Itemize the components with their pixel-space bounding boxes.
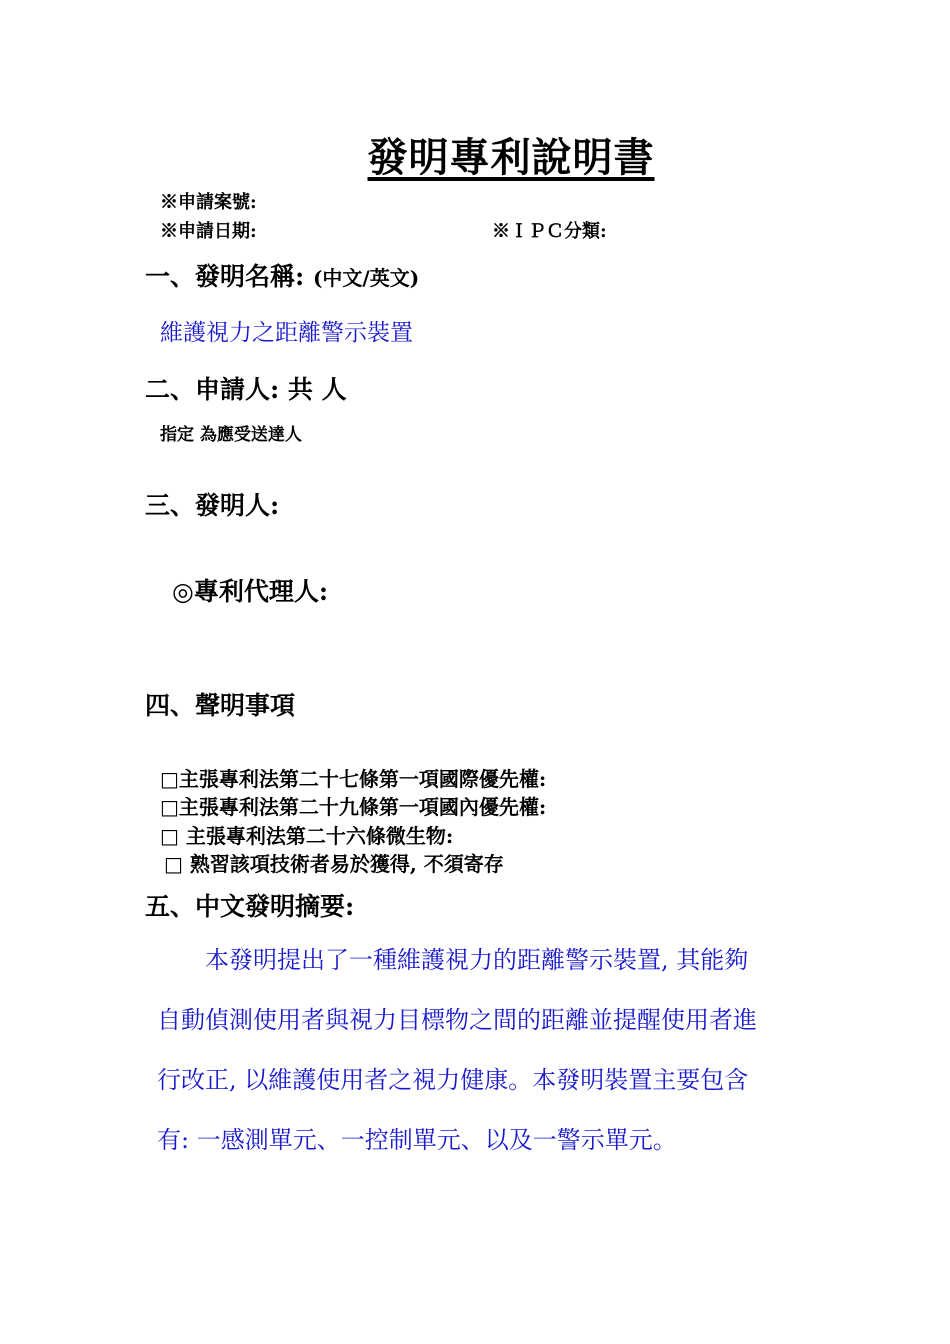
designated-recipient-note: 指定 為應受送達人 bbox=[160, 425, 302, 445]
abstract-heading: 五、中文發明摘要: bbox=[145, 892, 355, 921]
abstract-line-3: 行改正, 以維護使用者之視力健康。本發明裝置主要包含 bbox=[157, 1066, 749, 1094]
applicant-heading: 二、申請人: 共 人 bbox=[145, 375, 347, 404]
application-number-label: ※申請案號: bbox=[160, 192, 257, 213]
declaration-item-domestic-priority: □主張專利法第二十九條第一項國內優先權: bbox=[160, 795, 547, 819]
application-date-label: ※申請日期: bbox=[160, 221, 257, 242]
declaration-heading: 四、聲明事項 bbox=[145, 691, 296, 720]
invention-name-language-note: (中文/英文) bbox=[312, 266, 420, 290]
declaration-item-microorganism: □ 主張專利法第二十六條微生物: bbox=[160, 824, 454, 848]
invention-name-heading-text: 一、發明名稱: bbox=[145, 262, 305, 291]
invention-name-value: 維護視力之距離警示裝置 bbox=[160, 320, 413, 346]
abstract-line-1: 本發明提出了一種維護視力的距離警示裝置, 其能夠 bbox=[205, 946, 749, 974]
patent-agent-heading: ◎專利代理人: bbox=[172, 577, 329, 606]
declaration-item-international-priority: □主張專利法第二十七條第一項國際優先權: bbox=[160, 767, 547, 791]
ipc-classification-label: ※ＩＰＣ分類: bbox=[492, 221, 607, 242]
abstract-line-2: 自動偵測使用者與視力目標物之間的距離並提醒使用者進 bbox=[157, 1006, 757, 1034]
inventor-heading: 三、發明人: bbox=[145, 491, 280, 520]
document-title: 發明專利說明書 bbox=[367, 134, 655, 181]
abstract-line-4: 有: 一感測單元、一控制單元、以及一警示單元。 bbox=[157, 1126, 677, 1154]
declaration-item-no-deposit: □ 熟習該項技術者易於獲得, 不須寄存 bbox=[164, 852, 504, 876]
invention-name-heading bbox=[145, 257, 419, 293]
